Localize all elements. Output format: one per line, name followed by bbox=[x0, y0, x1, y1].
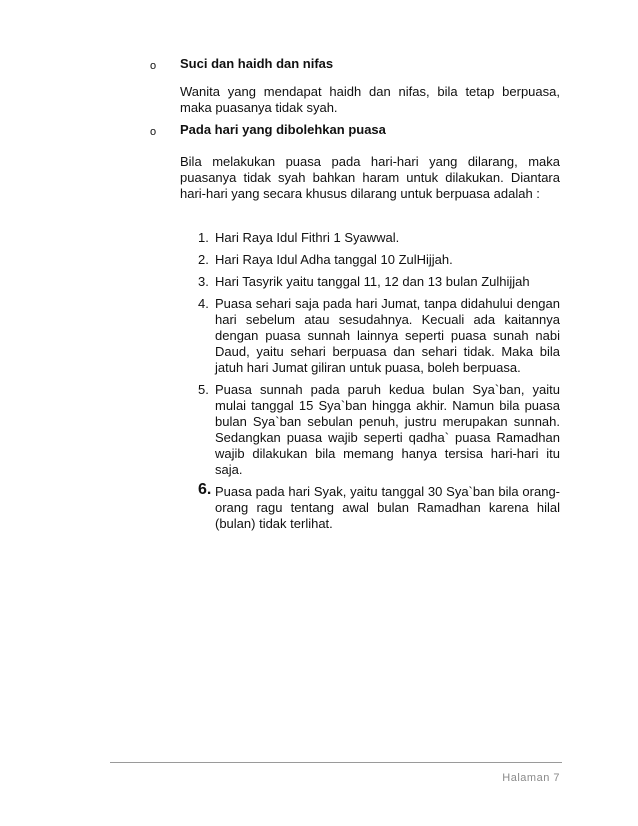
section-paragraph: Bila melakukan puasa pada hari-hari yang dilarang, maka puasanya tidak syah bahkan haram untuk dilakukan. Diantara hari-hari yang secara khusus dilarang untuk berpuasa adalah : bbox=[180, 154, 560, 201]
list-item-text: Puasa pada hari Syak, yaitu tanggal 30 Sya`ban bila orang-orang ragu tentang awal bulan Ramadhan karena hilal (bulan) tidak terlihat. bbox=[215, 484, 560, 531]
list-item bbox=[198, 252, 560, 268]
list-item-text: Puasa sehari saja pada hari Jumat, tanpa didahului dengan hari sebelum atau sesudahnya. Kecuali ada kaitannya dengan puasa sunnah lainnya seperti puasa sunah nabi Daud, yaitu sehari berpuasa dan sehari tidak. Maka bila jatuh hari Jumat giliran untuk puasa, boleh berpuasa. bbox=[215, 296, 560, 375]
list-item-number: 5. bbox=[198, 382, 209, 397]
section-hari-dibolehkan bbox=[150, 122, 560, 222]
list-item-text: Puasa sunnah pada paruh kedua bulan Sya`ban, yaitu mulai tanggal 15 Sya`ban hingga akhir. Namun bila puasa bulan Sya`ban sebulan penuh, justru merupakan sunnah. Sedangkan puasa wajib seperti qadha` puasa Ramadhan wajib dilakukan bila memang hanya tersisa hari-hari itu saja. bbox=[215, 382, 560, 477]
list-item-number: 4. bbox=[198, 296, 209, 311]
list-item bbox=[198, 274, 560, 290]
list-item-number: 6. bbox=[198, 481, 212, 498]
list-item-number: 2. bbox=[198, 252, 209, 267]
list-item-text: Hari Raya Idul Adha tanggal 10 ZulHijjah. bbox=[215, 252, 453, 267]
bullet-marker: o bbox=[150, 60, 157, 72]
section-suci bbox=[150, 56, 560, 116]
section-heading: Pada hari yang dibolehkan puasa bbox=[180, 122, 386, 137]
section-paragraph: Wanita yang mendapat haidh dan nifas, bila tetap berpuasa, maka puasanya tidak syah. bbox=[180, 84, 560, 115]
list-item-number: 3. bbox=[198, 274, 209, 289]
footer-divider bbox=[110, 762, 562, 763]
page-number: Halaman 7 bbox=[502, 772, 560, 784]
list-item bbox=[198, 481, 560, 532]
list-item-text: Hari Tasyrik yaitu tanggal 11, 12 dan 13 bulan Zulhijjah bbox=[215, 274, 530, 289]
forbidden-days-list bbox=[198, 230, 560, 538]
list-item-number: 1. bbox=[198, 230, 209, 245]
bullet-marker: o bbox=[150, 126, 157, 138]
list-item bbox=[198, 382, 560, 478]
list-item bbox=[198, 230, 560, 246]
list-item bbox=[198, 296, 560, 376]
list-item-text: Hari Raya Idul Fithri 1 Syawwal. bbox=[215, 230, 400, 245]
section-heading: Suci dan haidh dan nifas bbox=[180, 56, 334, 71]
